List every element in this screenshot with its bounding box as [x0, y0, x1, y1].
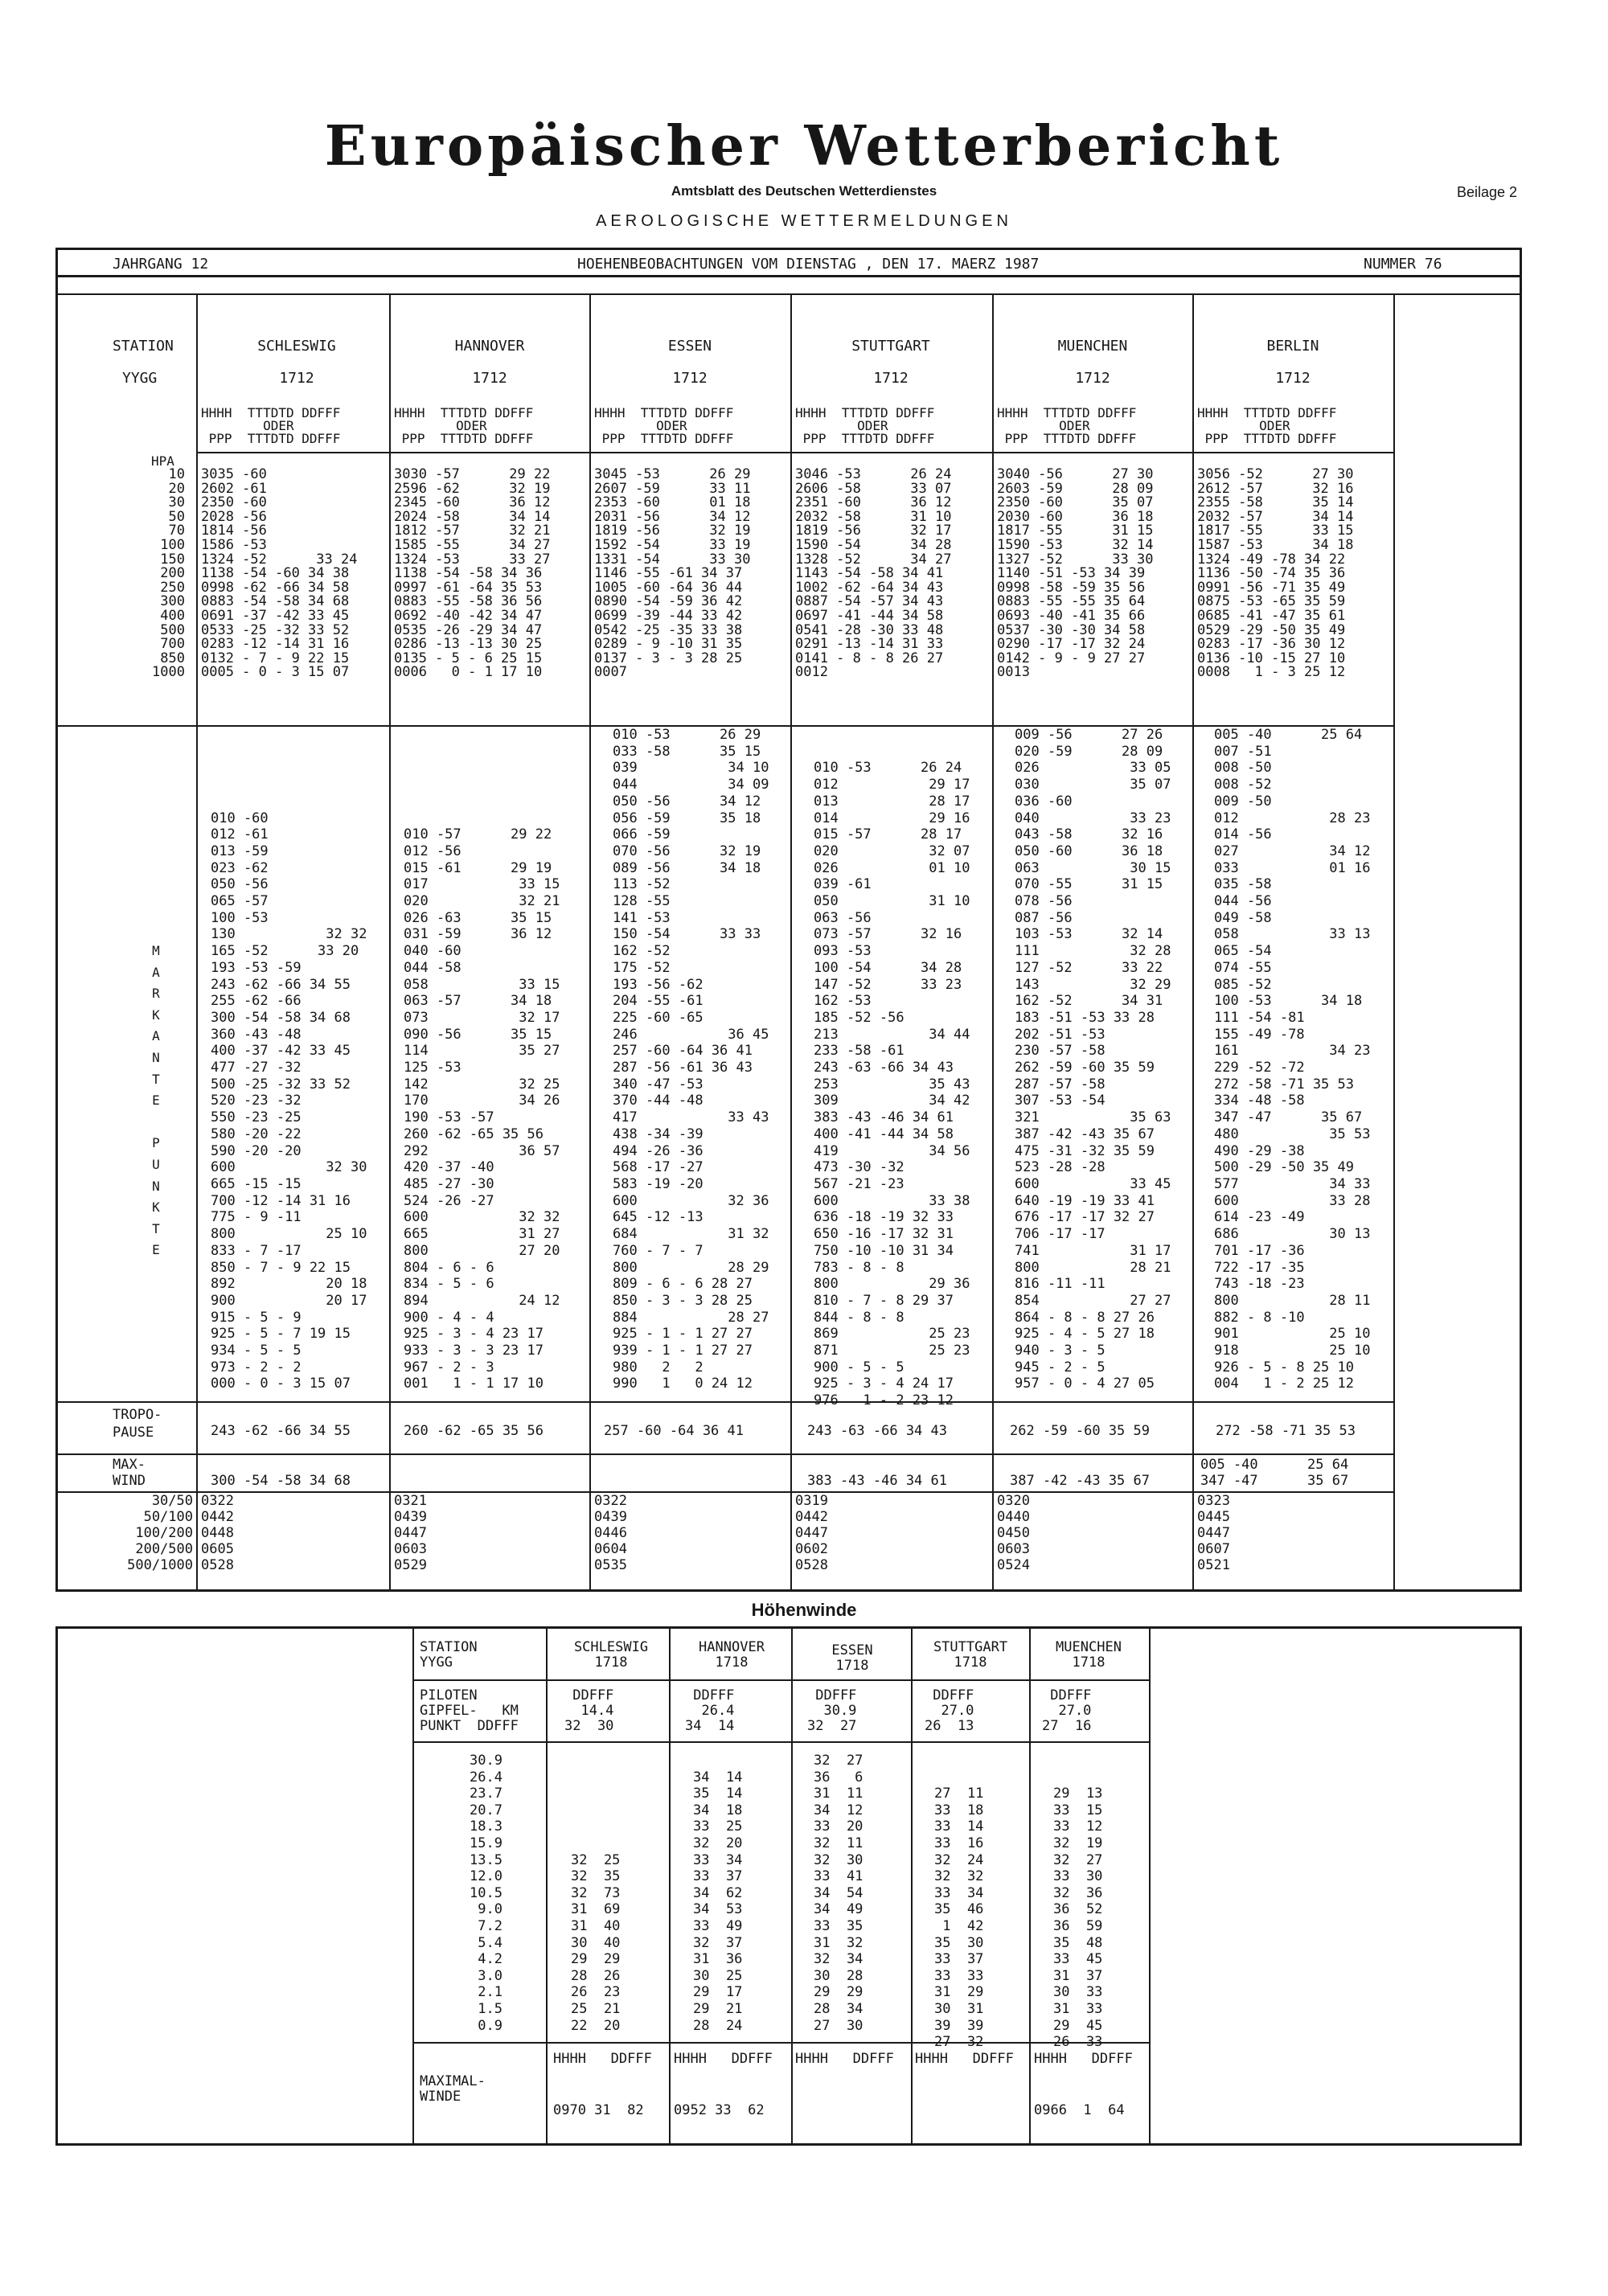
- column-header: HHHH TTTDTD DDFFF ODER PPP TTTDTD DDFFF: [594, 405, 734, 446]
- section-title: AEROLOGISCHE WETTERMELDUNGEN: [596, 212, 1012, 230]
- wind-station-yygg: 1718: [1072, 1654, 1106, 1671]
- wind-table: [55, 1626, 1522, 2146]
- wind-values: 27 11 33 18 33 14 33 16 32 24 32 32 33 34 35 46 1 42 35 30 33 37 33 33 31 29 30 31 39 39 27 32: [934, 1786, 984, 2051]
- station-thickness: 0322 0439 0446 0604 0535: [594, 1493, 627, 1573]
- max-header: HHHH DDFFF: [915, 2051, 1014, 2067]
- wind-station-yygg: 1718: [715, 1654, 749, 1671]
- station-standard-levels: 3040 -56 27 30 2603 -59 28 09 2350 -60 35 07 2030 -60 36 18 1817 -55 31 15 1590 -53 32 14 1327 -52 33 30 1140 -51 -53 34 39 0998 -58 -59 35 56 0883 -55 -55 35 64 0693 -40 -41 35 66 0537 -30 -30 34 58 0290 -17 -17 32 24 0142 - 9 - 9 27 27 0013: [997, 466, 1154, 681]
- station-maxwind: 005 -40 25 64 347 -47 35 67: [1200, 1457, 1349, 1489]
- row-divider: [412, 1679, 1149, 1681]
- thickness-label: 30/50 50/100 100/200 200/500 500/1000: [127, 1493, 193, 1573]
- piloten-values: DDFFF 26.4 34 14: [685, 1687, 735, 1734]
- hpa-label: HPA: [151, 453, 174, 469]
- piloten-values: DDFFF 30.9 32 27: [807, 1687, 857, 1734]
- max-value: 0970 31 82: [553, 2102, 644, 2118]
- wind-values: 29 13 33 15 33 12 32 19 32 27 33 30 32 36 36 52 36 59 35 48 33 45 31 37 30 33 31 33 29 45 26 33: [1053, 1786, 1103, 2051]
- station-yygg: 1712: [873, 370, 909, 387]
- row-divider: [55, 1453, 1393, 1455]
- station-marked-points: 009 -56 27 26 020 -59 28 09 026 33 05 030 35 07 036 -60 040 33 23 043 -58 32 16 050 -60 36 18 063 30 15 070 -55 31 15 078 -56 087 -56 103 -53 32 14 111 32 28 127 -52 33 22 143 32 29 162 -52 34 31 183 -51 -53 33 28 202 -51 -53 230 -57 -58 262 -59 -60 35 59 287 -57 -58 307 -53 -54 321 35 63 387 -42 -43 35 67 475 -31 -32 35 59 523 -28 -28 600 33 45 640 -19 -19 33 41 676 -17 -17 32 27 706 -17 -17 741 31 17 800 28 21 816 -11 -11 854 27 27 864 - 8 - 8 27 26 925 - 4 - 5 27 18 940 - 3 - 5 945 - 2 - 5 957 - 0 - 4 27 05: [1015, 727, 1171, 1392]
- subtitle: Amtsblatt des Deutschen Wetterdienstes: [671, 183, 937, 199]
- station-tropopause: 262 -59 -60 35 59: [1010, 1423, 1150, 1439]
- column-header: HHHH TTTDTD DDFFF ODER PPP TTTDTD DDFFF: [997, 405, 1137, 446]
- station-standard-levels: 3035 -60 2602 -61 2350 -60 2028 -56 1814 -56 1586 -53 1324 -52 33 24 1138 -54 -60 34 38 0998 -62 -66 34 58 0883 -54 -58 34 68 0691 -37 -42 33 45 0533 -25 -32 33 52 0283 -12 -14 31 16 0132 - 7 - 9 22 15 0005 - 0 - 3 15 07: [201, 466, 358, 681]
- wind-station-name: HANNOVER: [699, 1639, 765, 1655]
- station-marked-points: 010 -53 26 29 033 -58 35 15 039 34 10 044 34 09 050 -56 34 12 056 -59 35 18 066 -59 070 -56 32 19 089 -56 34 18 113 -52 128 -55 141 -53 150 -54 33 33 162 -52 175 -52 193 -56 -62 204 -55 -61 225 -60 -65 246 36 45 257 -60 -64 36 41 287 -56 -61 36 43 340 -47 -53 370 -44 -48 417 33 43 438 -34 -39 494 -26 -36 568 -17 -27 583 -19 -20 600 32 36 645 -12 -13 684 31 32 760 - 7 - 7 800 28 29 809 - 6 - 6 28 27 850 - 3 - 3 28 25 884 28 27 925 - 1 - 1 27 27 939 - 1 - 1 27 27 980 2 2 990 1 0 24 12: [613, 727, 769, 1392]
- station-name: BERLIN: [1266, 338, 1319, 355]
- marked-points-label: M A R K A N T E P U N K T E: [152, 943, 160, 1258]
- station-maxwind: 300 -54 -58 34 68: [211, 1473, 351, 1489]
- piloten-values: DDFFF 27.0 27 16: [1042, 1687, 1092, 1734]
- station-name: MUENCHEN: [1057, 338, 1128, 355]
- wind-heights: 30.9 26.4 23.7 20.7 18.3 15.9 13.5 12.0 10.5 9.0 7.2 5.4 4.2 3.0 2.1 1.5 0.9: [470, 1753, 503, 2034]
- station-tropopause: 257 -60 -64 36 41: [604, 1423, 744, 1439]
- station-yygg: 1712: [279, 370, 314, 387]
- station-thickness: 0321 0439 0447 0603 0529: [394, 1493, 427, 1573]
- station-marked-points: 010 -60 012 -61 013 -59 023 -62 050 -56 065 -57 100 -53 130 32 32 165 -52 33 20 193 -53 -59 243 -62 -66 34 55 255 -62 -66 300 -54 -58 34 68 360 -43 -48 400 -37 -42 33 45 477 -27 -32 500 -25 -32 33 52 520 -23 -32 550 -23 -25 580 -20 -22 590 -20 -20 600 32 30 665 -15 -15 700 -12 -14 31 16 775 - 9 -11 800 25 10 833 - 7 -17 850 - 7 - 9 22 15 892 20 18 900 20 17 915 - 5 - 9 925 - 5 - 7 19 15 934 - 5 - 5 973 - 2 - 2 000 - 0 - 3 15 07: [211, 810, 367, 1392]
- station-name: STUTTGART: [851, 338, 930, 355]
- max-header: HHHH DDFFF: [1034, 2051, 1133, 2067]
- max-value: 0966 1 64: [1034, 2102, 1125, 2118]
- piloten-values: DDFFF 27.0 26 13: [925, 1687, 974, 1734]
- maxwind-label: MAX- WIND: [113, 1457, 146, 1489]
- column-divider: [546, 1628, 548, 2144]
- row-divider: [412, 1741, 1149, 1743]
- max-header: HHHH DDFFF: [674, 2051, 773, 2067]
- column-divider: [1029, 1628, 1031, 2144]
- wind-station-yygg: 1718: [954, 1654, 987, 1671]
- wind-values: 32 25 32 35 32 73 31 69 31 40 30 40 29 29 28 26 26 23 25 21 22 20: [571, 1851, 621, 2034]
- station-standard-levels: 3045 -53 26 29 2607 -59 33 11 2353 -60 01 18 2031 -56 34 12 1819 -56 32 19 1592 -54 33 19 1331 -54 33 30 1146 -55 -61 34 37 1005 -60 -64 36 44 0890 -54 -59 36 42 0699 -39 -44 33 42 0542 -25 -35 33 38 0289 - 9 -10 31 35 0137 - 3 - 3 28 25 0007: [594, 466, 751, 681]
- station-maxwind: 383 -43 -46 34 61: [807, 1473, 947, 1489]
- station-yygg: 1712: [1075, 370, 1110, 387]
- tropopause-label: TROPO- PAUSE: [113, 1407, 162, 1441]
- wind-station-name: SCHLESWIG: [573, 1639, 649, 1655]
- issue-number: NUMMER 76: [1364, 256, 1442, 273]
- station-name: ESSEN: [667, 338, 712, 355]
- max-header: HHHH DDFFF: [553, 2051, 652, 2067]
- column-divider: [669, 1628, 671, 2144]
- row-divider: [55, 1491, 1393, 1493]
- wind-station-name: ESSEN: [831, 1642, 873, 1658]
- piloten-label: PILOTEN GIPFEL- KM PUNKT DDFFF: [420, 1687, 519, 1734]
- max-value: 0952 33 62: [674, 2102, 765, 2118]
- wind-station-name: MUENCHEN: [1056, 1639, 1122, 1655]
- wind-values: 34 14 35 14 34 18 33 25 32 20 33 34 33 37 34 62 34 53 33 49 32 37 31 36 30 25 29 17 29 21 28 24: [693, 1769, 743, 2034]
- station-tropopause: 272 -58 -71 35 53: [1216, 1423, 1356, 1439]
- station-marked-points: 010 -53 26 24 012 29 17 013 28 17 014 29 16 015 -57 28 17 020 32 07 026 01 10 039 -61 050 31 10 063 -56 073 -57 32 16 093 -53 100 -54 34 28 147 -52 33 23 162 -53 185 -52 -56 213 34 44 233 -58 -61 243 -63 -66 34 43 253 35 43 309 34 42 383 -43 -46 34 61 400 -41 -44 34 58 419 34 56 473 -30 -32 567 -21 -23 600 33 38 636 -18 -19 32 33 650 -16 -17 32 31 750 -10 -10 31 34 783 - 8 - 8 800 29 36 810 - 7 - 8 29 37 844 - 8 - 8 869 25 23 871 25 23 900 - 5 - 5 925 - 3 - 4 24 17 976 1 - 2 23 12: [814, 760, 970, 1409]
- column-divider: [992, 293, 994, 1592]
- wind-station-yygg: 1718: [835, 1658, 869, 1674]
- column-divider: [911, 1628, 913, 2144]
- station-yygg: 1712: [1275, 370, 1311, 387]
- beilage-label: Beilage 2: [1457, 184, 1518, 200]
- column-divider: [790, 293, 792, 1592]
- jahrgang: JAHRGANG 12: [113, 256, 209, 273]
- column-header: HHHH TTTDTD DDFFF ODER PPP TTTDTD DDFFF: [795, 405, 935, 446]
- row-divider: [412, 2042, 1149, 2044]
- station-label: STATION: [113, 338, 174, 355]
- station-name: HANNOVER: [454, 338, 525, 355]
- station-thickness: 0320 0440 0450 0603 0524: [997, 1493, 1030, 1573]
- station-standard-levels: 3056 -52 27 30 2612 -57 32 16 2355 -58 35 14 2032 -57 34 14 1817 -55 33 15 1587 -53 34 18 1324 -49 -78 34 22 1136 -50 -74 35 36 0991 -56 -71 35 49 0875 -53 -65 35 59 0685 -41 -47 35 61 0529 -29 -50 35 49 0283 -17 -36 30 12 0136 -10 -15 27 10 0008 1 - 3 25 12: [1197, 466, 1354, 681]
- station-maxwind: 387 -42 -43 35 67: [1010, 1473, 1150, 1489]
- column-divider: [589, 293, 591, 1592]
- station-marked-points: 010 -57 29 22 012 -56 015 -61 29 19 017 33 15 020 32 21 026 -63 35 15 031 -59 36 12 040 -60 044 -58 058 33 15 063 -57 34 18 073 32 17 090 -56 35 15 114 35 27 125 -53 142 32 25 170 34 26 190 -53 -57 260 -62 -65 35 56 292 36 57 420 -37 -40 485 -27 -30 524 -26 -27 600 32 32 665 31 27 800 27 20 804 - 6 - 6 834 - 5 - 6 894 24 12 900 - 4 - 4 925 - 3 - 4 23 17 933 - 3 - 3 23 17 967 - 2 - 3 001 1 - 1 17 10: [404, 826, 560, 1392]
- row-divider: [196, 452, 1393, 453]
- header-divider: [55, 275, 1522, 277]
- station-tropopause: 260 -62 -65 35 56: [404, 1423, 544, 1439]
- column-divider: [196, 293, 198, 1592]
- station-tropopause: 243 -62 -66 34 55: [211, 1423, 351, 1439]
- column-divider: [1192, 293, 1194, 1592]
- station-thickness: 0323 0445 0447 0607 0521: [1197, 1493, 1230, 1573]
- column-divider: [412, 1628, 414, 2144]
- column-divider: [389, 293, 391, 1592]
- station-tropopause: 243 -63 -66 34 43: [807, 1423, 947, 1439]
- row-divider: [55, 1401, 1393, 1403]
- station-thickness: 0322 0442 0448 0605 0528: [201, 1493, 234, 1573]
- wind-station-label: STATION YYGG: [420, 1639, 478, 1671]
- hpa-levels: 10 20 30 50 70 100 150 200 250 300 400 500 700 850 1000: [152, 466, 185, 681]
- station-thickness: 0319 0442 0447 0602 0528: [795, 1493, 828, 1573]
- column-header: HHHH TTTDTD DDFFF ODER PPP TTTDTD DDFFF: [1197, 405, 1337, 446]
- station-yygg: 1712: [472, 370, 507, 387]
- column-divider: [1149, 1628, 1151, 2144]
- max-header: HHHH DDFFF: [795, 2051, 894, 2067]
- station-standard-levels: 3046 -53 26 24 2606 -58 33 07 2351 -60 36 12 2032 -58 31 10 1819 -56 32 17 1590 -54 34 28 1328 -52 34 27 1143 -54 -58 34 41 1002 -62 -64 34 43 0887 -54 -57 34 43 0697 -41 -44 34 58 0541 -28 -30 33 48 0291 -13 -14 31 33 0141 - 8 - 8 26 27 0012: [795, 466, 952, 681]
- observation-date: HOEHENBEOBACHTUNGEN VOM DIENSTAG , DEN 17. MAERZ 1987: [577, 256, 1040, 273]
- column-divider: [1393, 293, 1395, 1592]
- row-divider: [55, 293, 1522, 295]
- wind-station-yygg: 1718: [594, 1654, 628, 1671]
- yygg-label: YYGG: [122, 370, 158, 387]
- column-header: HHHH TTTDTD DDFFF ODER PPP TTTDTD DDFFF: [201, 405, 341, 446]
- column-header: HHHH TTTDTD DDFFF ODER PPP TTTDTD DDFFF: [394, 405, 534, 446]
- station-marked-points: 005 -40 25 64 007 -51 008 -50 008 -52 009 -50 012 28 23 014 -56 027 34 12 033 01 16 035 -58 044 -56 049 -58 058 33 13 065 -54 074 -55 085 -52 100 -53 34 18 111 -54 -81 155 -49 -78 161 34 23 229 -52 -72 272 -58 -71 35 53 334 -48 -58 347 -47 35 67 480 35 53 490 -29 -38 500 -29 -50 35 49 577 34 33 600 33 28 614 -23 -49 686 30 13 701 -17 -36 722 -17 -35 743 -18 -23 800 28 11 882 - 8 -10 901 25 10 918 25 10 926 - 5 - 8 25 10 004 1 - 2 25 12: [1214, 727, 1371, 1392]
- column-divider: [791, 1628, 793, 2144]
- maximal-winde-label: MAXIMAL- WINDE: [420, 2073, 486, 2105]
- piloten-values: DDFFF 14.4 32 30: [564, 1687, 614, 1734]
- hoehenwinde-title: Höhenwinde: [751, 1600, 857, 1620]
- station-yygg: 1712: [672, 370, 708, 387]
- wind-station-name: STUTTGART: [933, 1639, 1008, 1655]
- station-standard-levels: 3030 -57 29 22 2596 -62 32 19 2345 -60 36 12 2024 -58 34 14 1812 -57 32 21 1585 -55 34 27 1324 -53 33 27 1138 -54 -58 34 36 0997 -61 -64 35 53 0883 -55 -58 36 56 0692 -40 -42 34 47 0535 -26 -29 34 47 0286 -13 -13 30 25 0135 - 5 - 6 25 15 0006 0 - 1 17 10: [394, 466, 551, 681]
- newspaper-title: Europäischer Wetterbericht: [324, 114, 1284, 178]
- station-name: SCHLESWIG: [257, 338, 336, 355]
- wind-values: 32 27 36 6 31 11 34 12 33 20 32 11 32 30 33 41 34 54 34 49 33 35 31 32 32 34 30 28 29 29 28 34 27 30: [814, 1753, 863, 2034]
